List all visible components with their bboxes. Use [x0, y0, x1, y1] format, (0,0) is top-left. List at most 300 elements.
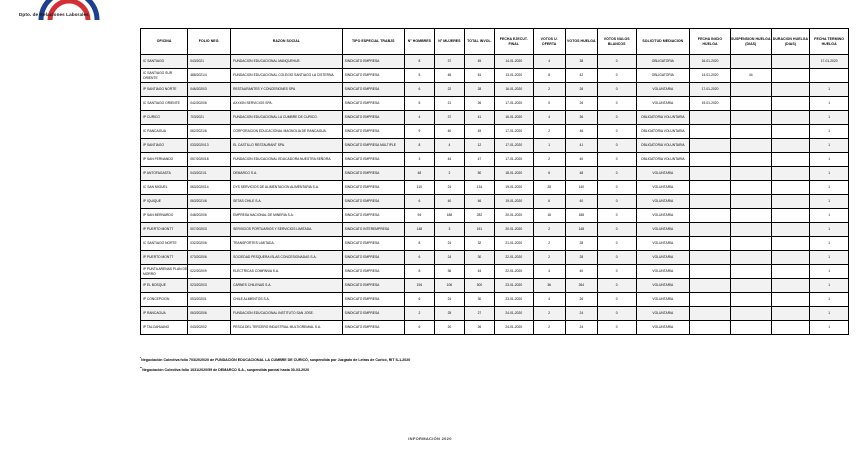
cell-fecha-ejec: 23-01-2020 [494, 293, 533, 307]
cell-votos-oferta: 1 [533, 139, 565, 153]
cell-votos-oferta: 2 [533, 237, 565, 251]
cell-fecha-termino: 1 [810, 321, 849, 335]
cell-hombres: 3 [404, 153, 434, 167]
cell-votos-huelga: 40 [565, 265, 597, 279]
cell-fecha-termino: 1 [810, 237, 849, 251]
cell-votos-nulos: 0 [597, 223, 636, 237]
cell-tipo: SINDICATO EMPRESA MULTIPLE [342, 139, 404, 153]
cell-solicitud: VOLUNTARIA [636, 167, 690, 181]
cell-suspension [730, 153, 771, 167]
cell-fecha-ejec: 13-01-2020 [494, 69, 533, 83]
cell-razon: EL CASTILLO RESTAURANT SPA. [231, 139, 343, 153]
cell-mujeres: 24 [434, 181, 464, 195]
cell-suspension [730, 167, 771, 181]
cell-fecha-termino: 1 [810, 265, 849, 279]
cell-votos-huelga: 48 [565, 167, 597, 181]
cell-folio: 046/2020/3 [188, 83, 231, 97]
cell-solicitud: OBLIGATORIA VOLUNTARIA [636, 139, 690, 153]
cell-tipo: SINDICATO EMPRESA [342, 153, 404, 167]
cell-mujeres: 4 [434, 139, 464, 153]
cell-hombres: 2 [404, 307, 434, 321]
cell-votos-oferta: 36 [533, 279, 565, 293]
cell-votos-huelga: 36 [565, 111, 597, 125]
cell-tipo: SINDICATO EMPRESA [342, 111, 404, 125]
cell-folio: 488/2021/4 [188, 69, 231, 83]
cell-total: 49 [464, 125, 494, 139]
cell-tipo: SINDICATO EMPRESA [342, 83, 404, 97]
cell-fecha-termino: 1 [810, 125, 849, 139]
cell-votos-oferta: 4 [533, 55, 565, 69]
cell-mujeres: 24 [434, 293, 464, 307]
cell-oficina: IP IQUIQUE [141, 195, 188, 209]
cell-total: 51 [464, 69, 494, 83]
cell-fecha-inicio: 17-01-2020 [690, 83, 731, 97]
cell-total: 12 [464, 139, 494, 153]
col-header-fecha-inicio: FECHA INICIO HUELGA [690, 29, 731, 55]
cell-votos-nulos: 0 [597, 279, 636, 293]
table-row [141, 209, 849, 223]
cell-votos-oferta: 4 [533, 265, 565, 279]
cell-mujeres: 106 [434, 279, 464, 293]
cell-razon: EMPRESA NACIONAL DE MINERIA S.A. [231, 209, 343, 223]
cell-solicitud: VOLUNTARIA [636, 97, 690, 111]
table-row [141, 111, 849, 125]
cell-votos-oferta: 0 [533, 97, 565, 111]
cell-votos-nulos: 0 [597, 97, 636, 111]
cell-duracion [771, 167, 810, 181]
cell-duracion [771, 279, 810, 293]
col-header-hombres: N° HOMBRES [404, 29, 434, 55]
col-header-tipo: TIPO ESPECIAL TRABJS [342, 29, 404, 55]
cell-oficina: IP SAN BERNARDO [141, 209, 188, 223]
cell-votos-nulos: 0 [597, 307, 636, 321]
cell-suspension [730, 83, 771, 97]
cell-tipo: SINDICATO EMPRESA [342, 279, 404, 293]
cell-votos-oferta: 2 [533, 223, 565, 237]
cell-hombres: 9 [404, 125, 434, 139]
footnote-2-text: Negociación Colectiva folio 1031/2020/59 de DEMARCO S.A., suspendida parcial hasta 30-03-2020 [142, 368, 310, 373]
cell-fecha-ejec: 16-01-2020 [494, 83, 533, 97]
cell-votos-huelga: 26 [565, 97, 597, 111]
table-row [141, 97, 849, 111]
cell-votos-huelga: 28 [565, 251, 597, 265]
col-header-votos-oferta: VOTOS U. OFERTA [533, 29, 565, 55]
cell-solicitud: VOLUNTARIA [636, 209, 690, 223]
cell-duracion [771, 195, 810, 209]
cell-votos-oferta: 2 [533, 251, 565, 265]
cell-tipo: SINDICATO EMPRESA [342, 55, 404, 69]
cell-votos-nulos: 0 [597, 237, 636, 251]
table-body [141, 55, 849, 335]
table-row [141, 223, 849, 237]
cell-fecha-inicio [690, 125, 731, 139]
cell-votos-nulos: 0 [597, 125, 636, 139]
col-header-suspension: SUSPENSION HUELGA (DIAS) [730, 29, 771, 55]
table-row [141, 265, 849, 279]
col-header-duracion: DURACION HUELGA (DIAS) [771, 29, 810, 55]
cell-oficina: IP SANTIAGO NORTE [141, 83, 188, 97]
logo-org-name [44, 0, 96, 1]
cell-tipo: SINDICATO EMPRESA [342, 237, 404, 251]
col-header-oficina: OFICINA [141, 29, 188, 55]
cell-fecha-inicio [690, 321, 731, 335]
cell-mujeres: 36 [434, 265, 464, 279]
cell-votos-nulos: 0 [597, 321, 636, 335]
cell-tipo: SINDICATO EMPRESA [342, 195, 404, 209]
cell-mujeres: 44 [434, 153, 464, 167]
cell-hombres: 4 [404, 111, 434, 125]
cell-mujeres: 40 [434, 195, 464, 209]
footnote-1 [140, 355, 840, 363]
cell-total: 300 [464, 279, 494, 293]
table-row [141, 139, 849, 153]
table-row [141, 167, 849, 181]
cell-oficina: IP CURICO [141, 111, 188, 125]
cell-fecha-termino: 1 [810, 223, 849, 237]
cell-razon: PESCA DEL TERCERO INDUSTRIAL MULTIGREMIAL S.A. [231, 321, 343, 335]
table-row [141, 321, 849, 335]
cell-tipo: SINDICATO EMPRESA [342, 209, 404, 223]
cell-hombres: 8 [404, 237, 434, 251]
cell-duracion [771, 307, 810, 321]
cell-hombres: 6 [404, 83, 434, 97]
cell-suspension [730, 181, 771, 195]
cell-oficina: IC SANTIAGO ORIENTE [141, 97, 188, 111]
cell-fecha-termino: 1 [810, 251, 849, 265]
cell-fecha-ejec: 14-01-2020 [494, 55, 533, 69]
cell-fecha-ejec: 24-01-2020 [494, 307, 533, 321]
cell-total: 46 [464, 195, 494, 209]
cell-fecha-ejec: 20-01-2020 [494, 209, 533, 223]
cell-votos-oferta: 6 [533, 195, 565, 209]
cell-suspension [730, 209, 771, 223]
cell-fecha-inicio [690, 153, 731, 167]
cell-hombres: 6 [404, 321, 434, 335]
cell-suspension [730, 125, 771, 139]
cell-razon: FUNDACION EDUCACIONAL MANQUEHUE. [231, 55, 343, 69]
cell-fecha-termino: 1 [810, 181, 849, 195]
cell-votos-nulos: 0 [597, 167, 636, 181]
cell-votos-huelga: 41 [565, 139, 597, 153]
cell-total: 44 [464, 265, 494, 279]
cell-fecha-termino: 1 [810, 195, 849, 209]
cell-fecha-inicio [690, 139, 731, 153]
cell-folio: 042/2020/6 [188, 97, 231, 111]
cell-oficina: IP PUNTA ARENAS PLAN DE MORRO [141, 265, 188, 279]
cell-duracion [771, 69, 810, 83]
cell-votos-nulos: 0 [597, 153, 636, 167]
cell-folio: 033/2020/13 [188, 139, 231, 153]
cell-tipo: SINDICATO EMPRESA [342, 69, 404, 83]
cell-votos-oferta: 4 [533, 293, 565, 307]
cell-solicitud: OBLIGATORIA [636, 55, 690, 69]
cell-votos-oferta: 8 [533, 69, 565, 83]
cell-votos-nulos: 0 [597, 55, 636, 69]
cell-votos-oferta: 2 [533, 307, 565, 321]
cell-hombres: 6 [404, 293, 434, 307]
cell-oficina: IC RANCAGUA [141, 125, 188, 139]
table-row [141, 69, 849, 83]
cell-mujeres: 37 [434, 111, 464, 125]
cell-folio: 063/2020/14 [188, 181, 231, 195]
cell-fecha-inicio [690, 223, 731, 237]
cell-votos-huelga: 24 [565, 321, 597, 335]
cell-duracion [771, 139, 810, 153]
cell-oficina: IP CONCEPCION [141, 293, 188, 307]
cell-fecha-ejec: 17-01-2020 [494, 153, 533, 167]
cell-fecha-inicio [690, 237, 731, 251]
cell-votos-oferta: 2 [533, 321, 565, 335]
table-row [141, 307, 849, 321]
cell-total: 45 [464, 55, 494, 69]
cell-hombres: 6 [404, 251, 434, 265]
cell-razon: ELECTRICAS COMPANIA S.A. [231, 265, 343, 279]
cell-razon: CARNES CHILENAS S.A. [231, 279, 343, 293]
cell-folio: 053/2020/1 [188, 293, 231, 307]
cell-duracion [771, 83, 810, 97]
cell-folio: 043/2020/2 [188, 321, 231, 335]
cell-votos-huelga: 148 [565, 223, 597, 237]
cell-folio: 022/2020/9 [188, 265, 231, 279]
cell-fecha-ejec: 17-01-2020 [494, 97, 533, 111]
cell-votos-oferta: 6 [533, 167, 565, 181]
cell-solicitud: VOLUNTARIA [636, 181, 690, 195]
cell-duracion [771, 55, 810, 69]
cell-fecha-termino: 1 [810, 209, 849, 223]
cell-mujeres: 24 [434, 237, 464, 251]
cell-mujeres: 22 [434, 83, 464, 97]
cell-fecha-termino [810, 69, 849, 83]
cell-votos-huelga: 42 [565, 69, 597, 83]
cell-votos-huelga: 28 [565, 237, 597, 251]
cell-tipo: SINDICATO EMPRESA [342, 181, 404, 195]
footnote-1-marker: * [140, 356, 142, 360]
cell-duracion [771, 153, 810, 167]
cell-fecha-termino: 1 [810, 139, 849, 153]
cell-fecha-inicio: 16-01-2020 [690, 55, 731, 69]
cell-tipo: SINDICATO EMPRESA [342, 167, 404, 181]
cell-fecha-termino: 17-01-2020 [810, 55, 849, 69]
cell-razon: DEMARCO S.A. [231, 167, 343, 181]
cell-fecha-ejec: 18-01-2020 [494, 167, 533, 181]
cell-votos-oferta: 18 [533, 209, 565, 223]
cell-folio: 032/2020/6 [188, 237, 231, 251]
cell-total: 26 [464, 97, 494, 111]
cell-solicitud: OBLIGATORIA VOLUNTARIA [636, 125, 690, 139]
cell-oficina: IP SAN FERNANDO [141, 153, 188, 167]
department-label: Dpto. de Relaciones Laborales [19, 12, 89, 17]
cell-oficina: IP SANTIAGO [141, 139, 188, 153]
cell-folio: 063/2021/6 [188, 195, 231, 209]
strike-statistics-table [140, 28, 849, 335]
footnote-2-marker: ** [140, 366, 143, 371]
cell-oficina: IP PUERTO MONTT [141, 251, 188, 265]
cell-total: 28 [464, 83, 494, 97]
cell-votos-nulos: 0 [597, 69, 636, 83]
cell-duracion [771, 111, 810, 125]
cell-suspension [730, 139, 771, 153]
cell-fecha-inicio [690, 307, 731, 321]
cell-folio: 073/2020/6 [188, 251, 231, 265]
cell-tipo: SINDICATO INTEREMPRESA [342, 223, 404, 237]
cell-oficina: IP TALCAHUANO [141, 321, 188, 335]
table-row [141, 293, 849, 307]
cell-oficina: IC SANTIAGO SUR ORIENTE [141, 69, 188, 83]
cell-duracion [771, 293, 810, 307]
cell-solicitud: VOLUNTARIA [636, 293, 690, 307]
cell-total: 26 [464, 321, 494, 335]
cell-votos-huelga: 40 [565, 153, 597, 167]
cell-votos-huelga: 188 [565, 209, 597, 223]
cell-total: 50 [464, 167, 494, 181]
cell-folio: 023/2020/3 [188, 279, 231, 293]
cell-suspension [730, 237, 771, 251]
cell-solicitud: VOLUNTARIA [636, 237, 690, 251]
table-row [141, 125, 849, 139]
cell-duracion [771, 97, 810, 111]
cell-hombres: 148 [404, 223, 434, 237]
cell-votos-nulos: 0 [597, 139, 636, 153]
cell-fecha-inicio: 14-01-2020 [690, 69, 731, 83]
cell-votos-nulos: 0 [597, 195, 636, 209]
cell-folio: 043/2021 [188, 55, 231, 69]
cell-hombres: 110 [404, 181, 434, 195]
cell-hombres: 94 [404, 209, 434, 223]
cell-fecha-ejec: 24-01-2020 [494, 321, 533, 335]
cell-folio: 048/2020/6 [188, 209, 231, 223]
cell-mujeres: 40 [434, 125, 464, 139]
cell-oficina: IC SAN MIGUEL [141, 181, 188, 195]
cell-folio: 007/2020/3 [188, 223, 231, 237]
cell-fecha-inicio [690, 167, 731, 181]
cell-votos-huelga: 40 [565, 195, 597, 209]
strike-statistics-table-container [140, 28, 849, 335]
table-row [141, 181, 849, 195]
cell-fecha-ejec: 17-01-2020 [494, 125, 533, 139]
cell-oficina: IP RANCAGUA [141, 307, 188, 321]
col-header-votos-nulos: VOTOS NULOS BLANCOS [597, 29, 636, 55]
cell-razon: SETAS CHILE S.A. [231, 195, 343, 209]
cell-suspension [730, 321, 771, 335]
cell-solicitud: VOLUNTARIA [636, 223, 690, 237]
cell-fecha-ejec: 23-01-2020 [494, 279, 533, 293]
cell-duracion [771, 321, 810, 335]
cell-fecha-termino: 1 [810, 167, 849, 181]
cell-oficina: IC SANTIAGO NORTE [141, 237, 188, 251]
cell-razon: TRANSPORTES LIMITADA. [231, 237, 343, 251]
cell-folio: 062/2021/6 [188, 125, 231, 139]
cell-oficina: IC SANTIAGO [141, 55, 188, 69]
table-row [141, 83, 849, 97]
cell-votos-nulos: 0 [597, 293, 636, 307]
cell-fecha-ejec: 20-01-2020 [494, 223, 533, 237]
cell-votos-nulos: 0 [597, 181, 636, 195]
cell-fecha-termino: 1 [810, 111, 849, 125]
cell-fecha-inicio [690, 293, 731, 307]
cell-fecha-inicio: 19-01-2020 [690, 97, 731, 111]
cell-duracion [771, 209, 810, 223]
cell-razon: CORPORACION EDUCACIONAL MAGNOLIA DE RANCAGUA. [231, 125, 343, 139]
cell-fecha-termino: 1 [810, 83, 849, 97]
cell-total: 30 [464, 251, 494, 265]
col-header-solicitud: SOLICITUD MEDIACION [636, 29, 690, 55]
cell-fecha-ejec: 17-01-2020 [494, 139, 533, 153]
cell-solicitud: VOLUNTARIA [636, 251, 690, 265]
cell-suspension [730, 223, 771, 237]
cell-duracion [771, 223, 810, 237]
cell-votos-oferta: 28 [533, 181, 565, 195]
cell-fecha-inicio [690, 251, 731, 265]
footnote-2 [140, 365, 840, 373]
cell-suspension: 44 [730, 69, 771, 83]
cell-razon: FUNDACION EDUCACIONAL EDUCADORA NUESTRA SEÑORA. [231, 153, 343, 167]
footnote-1-text: Negociación Colectiva folio 703/2020/20 de FUNDACIÓN EDUCACIONAL LA CUMBRE DE CURICÓ, suspendida por Juzgado de Letras de Curicó, RIT S-1-2020 [141, 358, 411, 363]
cell-duracion [771, 265, 810, 279]
cell-votos-oferta: 2 [533, 125, 565, 139]
cell-suspension [730, 265, 771, 279]
cell-fecha-inicio [690, 181, 731, 195]
cell-fecha-inicio [690, 111, 731, 125]
cell-hombres: 5 [404, 69, 434, 83]
cell-solicitud: VOLUNTARIA [636, 321, 690, 335]
cell-razon: FUNDACION EDUCACIONAL INSTITUTO SAN JOSE. [231, 307, 343, 321]
cell-votos-huelga: 140 [565, 181, 597, 195]
cell-fecha-ejec: 19-01-2020 [494, 195, 533, 209]
cell-hombres: 194 [404, 279, 434, 293]
cell-solicitud: OBLIGATORIA VOLUNTARIA [636, 153, 690, 167]
cell-fecha-ejec: 21-01-2020 [494, 237, 533, 251]
cell-mujeres: 24 [434, 251, 464, 265]
cell-razon: FUNDACION EDUCACIONAL COLEGIO SANTIAGO LA CISTERNA. [231, 69, 343, 83]
cell-votos-huelga: 38 [565, 55, 597, 69]
cell-tipo: SINDICATO EMPRESA [342, 251, 404, 265]
cell-solicitud: VOLUNTARIA [636, 195, 690, 209]
cell-mujeres: 20 [434, 321, 464, 335]
cell-hombres: 5 [404, 97, 434, 111]
cell-razon: CHILE ALIMENTOS S.A. [231, 293, 343, 307]
col-header-votos-huelga: VOTOS HUELGA [565, 29, 597, 55]
footnotes [140, 355, 840, 375]
cell-oficina: IP EL BOSQUE [141, 279, 188, 293]
cell-votos-huelga: 26 [565, 293, 597, 307]
cell-votos-oferta: 4 [533, 111, 565, 125]
cell-votos-oferta: 2 [533, 153, 565, 167]
cell-solicitud: OBLIGATORIA VOLUNTARIA [636, 111, 690, 125]
cell-razon: SERVICIOS PORTUARIOS Y SERVICIOS LIMITADA. [231, 223, 343, 237]
cell-total: 282 [464, 209, 494, 223]
col-header-fecha-ejec: FECHA EJECUT. FINAL [494, 29, 533, 55]
table-row [141, 237, 849, 251]
cell-total: 41 [464, 111, 494, 125]
cell-suspension [730, 251, 771, 265]
cell-mujeres: 188 [434, 209, 464, 223]
cell-hombres: 6 [404, 195, 434, 209]
cell-total: 27 [464, 307, 494, 321]
table-row [141, 251, 849, 265]
cell-total: 47 [464, 153, 494, 167]
cell-votos-huelga: 264 [565, 279, 597, 293]
logo-org-line2 [44, 0, 96, 1]
cell-hombres: 48 [404, 167, 434, 181]
cell-fecha-ejec: 22-01-2020 [494, 251, 533, 265]
col-header-folio: FOLIO NEG. [188, 29, 231, 55]
cell-votos-nulos: 0 [597, 83, 636, 97]
cell-solicitud: VOLUNTARIA [636, 307, 690, 321]
cell-folio: 703/2021 [188, 111, 231, 125]
cell-fecha-termino: 1 [810, 293, 849, 307]
cell-suspension [730, 97, 771, 111]
col-header-fecha-termino: FECHA TERMINO HUELGA [810, 29, 849, 55]
